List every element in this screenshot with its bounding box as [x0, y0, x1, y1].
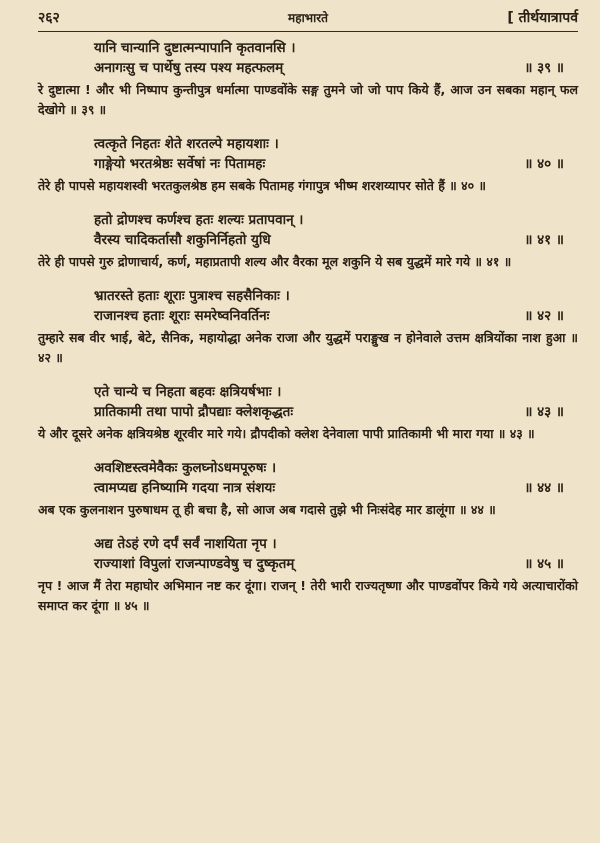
header-rule: [38, 31, 578, 32]
verse-40: [38, 134, 578, 196]
page-content: [38, 38, 578, 630]
sanskrit-line-2: [38, 402, 578, 422]
verse-41: [38, 210, 578, 272]
sanskrit-line-2-text: राज्याशां विपुलां राजन्पाण्डवेषु च दुष्कृतम्: [94, 556, 295, 572]
hindi-translation: नृप ! आज मैं तेरा महाघोर अभिमान नष्ट कर दूंगा। राजन् ! तेरी भारी राज्यतृष्णा और पाण्डवोंपर किये गये अत्याचारोंको समाप्त कर दूंगा ॥ ४५ ॥: [38, 578, 578, 613]
verse-number: ॥ ३९ ॥: [524, 60, 564, 76]
verse-42: [38, 286, 578, 368]
verse-45: [38, 534, 578, 616]
sanskrit-line-1: त्वत्कृते निहतः शेते शरतल्पे महायशाः ।: [94, 136, 279, 152]
sanskrit-line-2: [38, 306, 578, 326]
verse-39: [38, 38, 578, 120]
sanskrit-line-1: हतो द्रोणश्च कर्णश्च हतः शल्यः प्रतापवान् ।: [94, 212, 304, 228]
verse-44: [38, 458, 578, 520]
hindi-translation: ये और दूसरे अनेक क्षत्रियश्रेष्ठ शूरवीर मारे गये। द्रौपदीको क्लेश देनेवाला पापी प्रातिकामी भी मारा गया ॥ ४३ ॥: [38, 426, 535, 441]
sanskrit-line-2-text: अनागःसु च पार्थेषु तस्य पश्य महत्फलम्: [94, 60, 284, 76]
hindi-translation: तुम्हारे सब वीर भाई, बेटे, सैनिक, महायोद्धा अनेक राजा और युद्धमें पराङ्मुख न होनेवाले उत्तम क्षत्रियोंका नाश हुआ ॥ ४२ ॥: [38, 330, 578, 365]
verse-number: ॥ ४२ ॥: [524, 308, 564, 324]
hindi-translation: तेरे ही पापसे महायशस्वी भरतकुलश्रेष्ठ हम सबके पितामह गंगापुत्र भीष्म शरशय्यापर सोते हैं ॥ ४० ॥: [38, 178, 486, 193]
hindi-translation: तेरे ही पापसे गुरु द्रोणाचार्य, कर्ण, महाप्रतापी शल्य और वैरका मूल शकुनि ये सब युद्धमें मारे गये ॥ ४१ ॥: [38, 254, 512, 269]
sanskrit-line-1: यानि चान्यानि दुष्टात्मन्पापानि कृतवानसि ।: [94, 40, 296, 56]
hindi-translation: अब एक कुलनाशन पुरुषाधम तू ही बचा है, सो आज अब गदासे तुझे भी निःसंदेह मार डालूंगा ॥ ४४ ॥: [38, 502, 496, 517]
section-title: [ तीर्थयात्रापर्व: [507, 10, 578, 26]
sanskrit-line-2-text: प्रातिकामी तथा पापो द्रौपद्याः क्लेशकृद्धतः: [94, 404, 294, 420]
sanskrit-line-2-text: त्वामप्यद्य हनिष्यामि गदया नात्र संशयः: [94, 480, 276, 496]
sanskrit-line-1: अवशिष्टस्त्वमेवैकः कुलघ्नोऽधमपूरुषः ।: [94, 460, 277, 476]
verse-number: ॥ ४० ॥: [524, 156, 564, 172]
verse-number: ॥ ४१ ॥: [524, 232, 564, 248]
sanskrit-line-2-text: गाङ्गेयो भरतश्रेष्ठः सर्वेषां नः पितामहः: [94, 156, 266, 172]
verse-43: [38, 382, 578, 444]
page-header: [38, 0, 578, 30]
sanskrit-line-1: अद्य तेऽहं रणे दर्पं सर्वं नाशयिता नृप ।: [94, 536, 277, 552]
sanskrit-line-1: एते चान्ये च निहता बहवः क्षत्रियर्षभाः ।: [94, 384, 282, 400]
verse-number: ॥ ४५ ॥: [524, 556, 564, 572]
sanskrit-line-1: भ्रातरस्ते हताः शूराः पुत्राश्च सहसैनिकाः ।: [94, 288, 290, 304]
sanskrit-line-2: [38, 154, 578, 174]
verse-number: ॥ ४३ ॥: [524, 404, 564, 420]
page-number: २६२: [38, 10, 60, 26]
sanskrit-line-2: [38, 478, 578, 498]
sanskrit-line-2: [38, 58, 578, 78]
sanskrit-line-2: [38, 230, 578, 250]
sanskrit-line-2: [38, 554, 578, 574]
book-title: महाभारते: [288, 11, 328, 25]
sanskrit-line-2-text: राजानश्च हताः शूराः समरेष्वनिवर्तिनः: [94, 308, 270, 324]
verse-number: ॥ ४४ ॥: [524, 480, 564, 496]
sanskrit-line-2-text: वैरस्य चादिकर्तासौ शकुनिर्निहतो युधि: [94, 232, 271, 248]
hindi-translation: रे दुष्टात्मा ! और भी निष्पाप कुन्तीपुत्र धर्मात्मा पाण्डवोंके सङ्ग तुमने जो जो पाप किये हैं, आज उन सबका महान् फल देखोगे ॥ ३९ ॥: [38, 82, 578, 117]
